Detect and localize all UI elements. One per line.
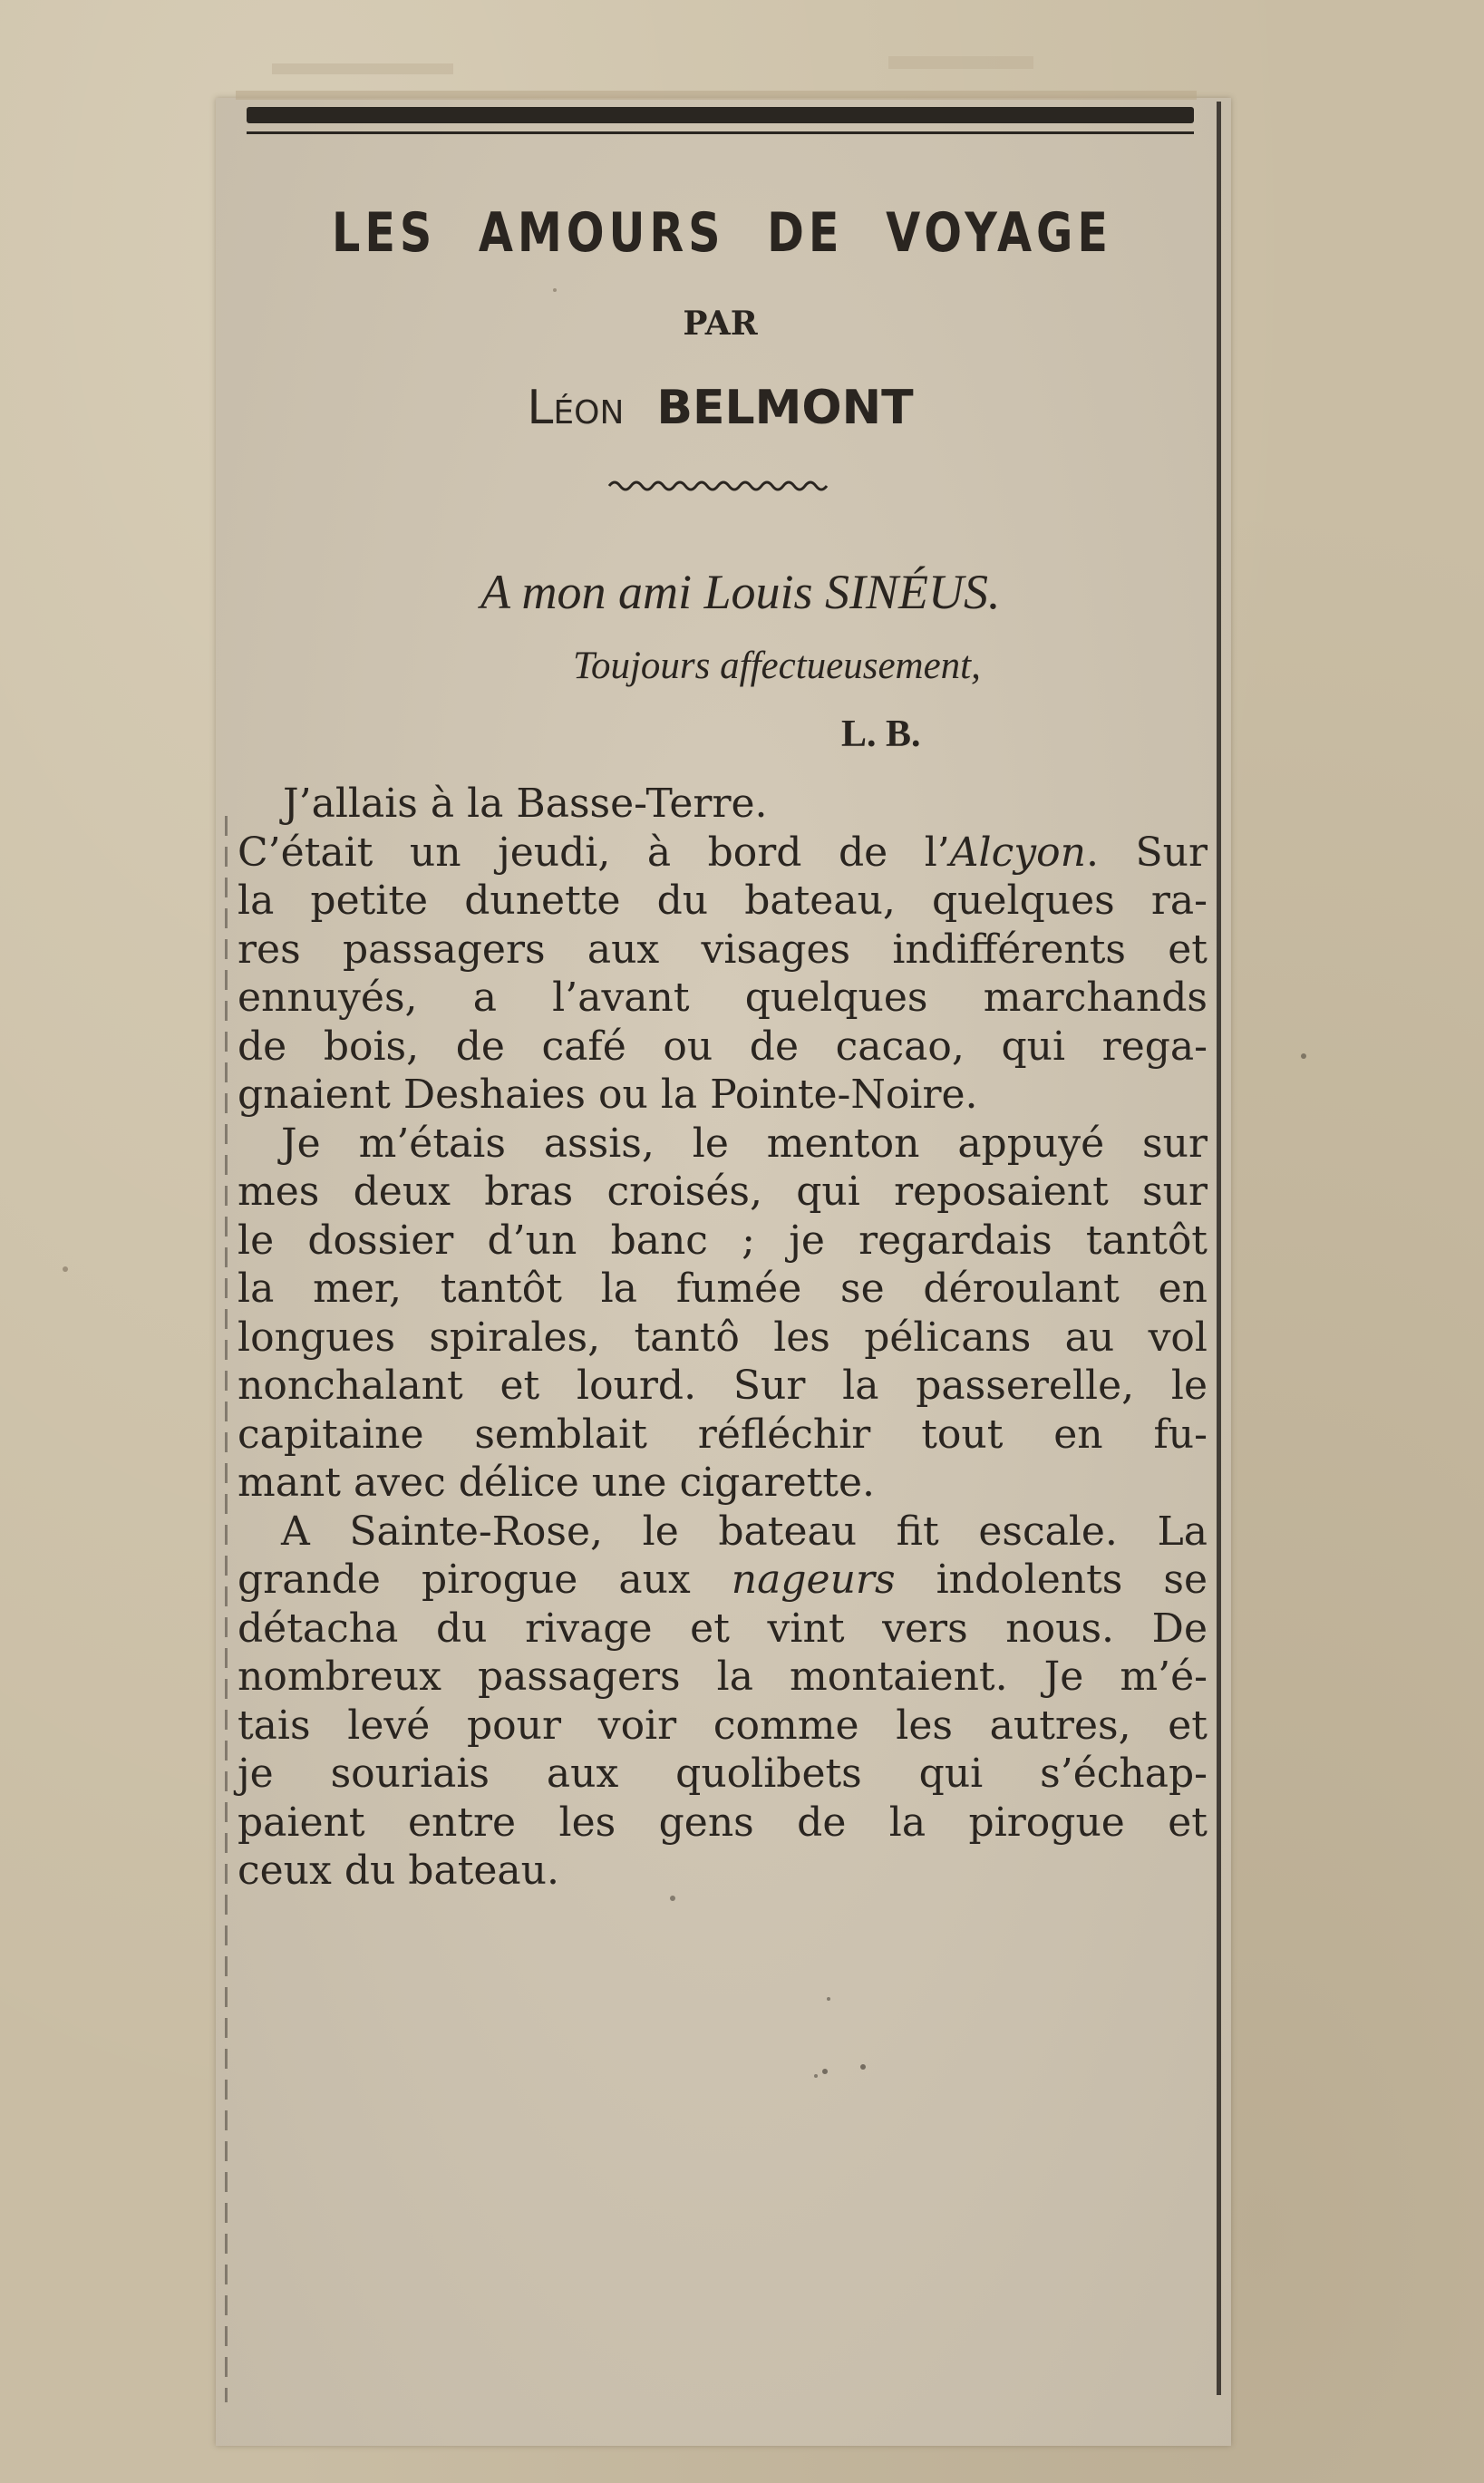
body-line: nombreux passagers la montaient. Je m’é-: [238, 1654, 1208, 1700]
body-line: Je m’étais assis, le menton appuyé sur: [281, 1120, 1208, 1167]
author-last-name: BELMONT: [656, 381, 914, 435]
body-line: gnaient Deshaies ou la Pointe-Noire.: [238, 1072, 978, 1118]
body-line: J’allais à la Basse-Terre.: [283, 781, 768, 827]
wavy-ornament: [607, 477, 834, 495]
article-body: [238, 780, 1208, 1896]
dedication-closing: Toujours affectueusement,: [573, 645, 981, 687]
body-line-text: . Sur: [1085, 829, 1208, 876]
body-line: res passagers aux visages indifférents et: [238, 926, 1208, 973]
body-line: tais levé pour voir comme les autres, et: [238, 1702, 1208, 1749]
italic-word: nageurs: [731, 1557, 896, 1603]
body-line: ennuyés, a l’avant quelques marchands: [238, 975, 1208, 1021]
body-line: mant avec délice une cigarette.: [238, 1460, 876, 1506]
author-first-name: Léon: [527, 381, 625, 435]
dedication-initials: L. B.: [841, 713, 921, 755]
body-line: paient entre les gens de la pirogue et: [238, 1799, 1208, 1846]
body-line: la mer, tantôt la fumée se déroulant en: [238, 1266, 1208, 1312]
body-line: [238, 1556, 1208, 1605]
article-title: LES AMOURS DE VOYAGE: [332, 201, 1112, 265]
body-line: la petite dunette du bateau, quelques ra-: [238, 878, 1208, 924]
body-line: je souriais aux quolibets qui s’échap-: [238, 1751, 1208, 1797]
author-name: [247, 381, 1194, 435]
ship-name: Alcyon: [949, 829, 1086, 876]
body-line: A Sainte-Rose, le bateau fit escale. La: [281, 1508, 1208, 1555]
column-rule-left: [225, 816, 228, 2402]
body-line: de bois, de café ou de cacao, qui rega-: [238, 1023, 1208, 1070]
body-line: [238, 829, 1208, 878]
dedication: A mon ami Louis SINÉUS.: [480, 565, 1001, 619]
body-line: le dossier d’un banc ; je regardais tantôt: [238, 1217, 1208, 1264]
body-line: nonchalant et lourd. Sur la passerelle, le: [238, 1363, 1208, 1409]
body-line: détacha du rivage et vint vers nous. De: [238, 1605, 1208, 1652]
body-line: ceux du bateau.: [238, 1848, 559, 1894]
body-line-text: grande pirogue aux: [238, 1557, 732, 1603]
top-rule-thick: [247, 107, 1194, 123]
body-line: capitaine semblait réfléchir tout en fu-: [238, 1411, 1208, 1458]
body-line: mes deux bras croisés, qui reposaient sur: [238, 1169, 1208, 1215]
body-line-text: C’était un jeudi, à bord de l’: [238, 829, 950, 876]
column-rule-right: [1217, 102, 1221, 2395]
body-line-text: indolents se: [895, 1557, 1208, 1603]
top-rule-thin: [247, 131, 1194, 134]
byline-par: PAR: [683, 305, 758, 343]
body-line: longues spirales, tantô les pélicans au vol: [238, 1314, 1208, 1361]
